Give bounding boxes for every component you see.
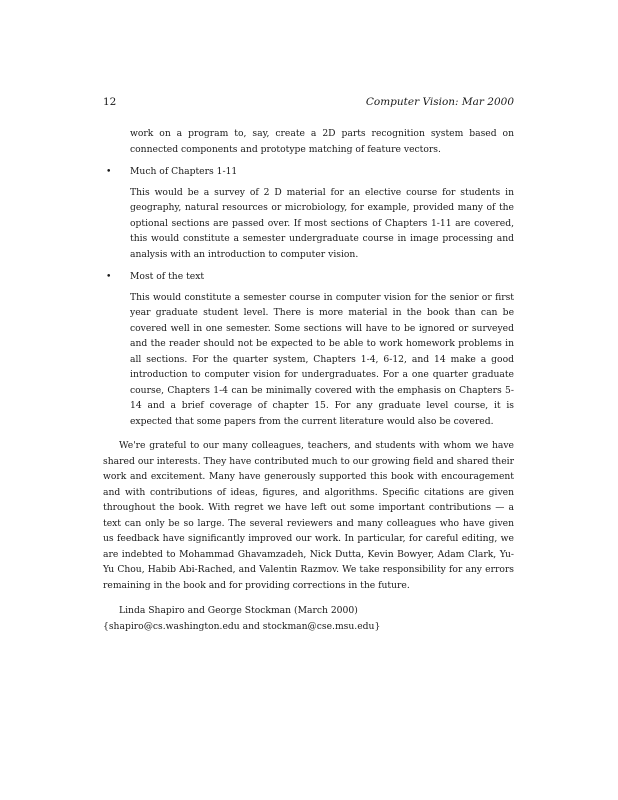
bullet-content — [130, 164, 514, 262]
page-number: 12 — [103, 96, 117, 108]
running-title: Computer Vision: Mar 2000 — [365, 96, 514, 108]
bullet-content — [130, 269, 514, 429]
bullet-heading: Much of Chapters 1-11 — [130, 166, 238, 177]
page-header — [103, 96, 514, 108]
bullet-description: This would be a survey of 2 D material for an elective course for students in geography, natural resources or microbiology, for example, provided many of the optional sections are passed over. If most sections of Chapters 1-11 are covered, this would constitute a semester undergraduate course in image processing and analysis with an introduction to computer vision. — [130, 186, 514, 260]
bullet-description: This would constitute a semester course in computer vision for the senior or first year graduate student level. There is more material in the book than can be covered well in one semester. Some sections will have to be ignored or surveyed and the reader should not be expected to be able to work homework problems in all sections. For the quarter system, Chapters 1-4, 6-12, and 14 make a good introduction to computer vision for undergraduates. For a one quarter graduate course, Chapters 1-4 can be minimally covered with the emphasis on Chapters 5-14 and a brief coverage of chapter 15. For any graduate level course, it is expected that some papers from the current literature would also be covered. — [130, 291, 514, 427]
bullet-heading: Most of the text — [130, 271, 205, 282]
bullet-item-most-of-text — [103, 269, 514, 429]
bullet-marker: • — [106, 271, 112, 282]
body-text — [103, 126, 514, 634]
continuation-paragraph: work on a program to, say, create a 2D parts recognition system based on connected components and prototype matching of feature vectors. — [130, 128, 514, 155]
signature-emails: {shapiro@cs.washington.edu and stockman@cse.msu.edu} — [103, 620, 381, 632]
signature-block — [103, 603, 514, 634]
bullet-marker: • — [106, 166, 112, 177]
acknowledgement-paragraph: We're grateful to our many colleagues, teachers, and students with whom we have shared our interests. They have contributed much to our growing field and shared their work and excitement. Many have generously supported this book with encouragement and with contributions of ideas, figures, and algorithms. Specific citations are given throughout the book. With regret we have left out some important contributions — a text can only be so large. The several reviewers and many colleagues who have given us feedback have significantly improved our work. In particular, for careful editing, we are indebted to Mohammad Ghavamzadeh, Nick Dutta, Kevin Bowyer, Adam Clark, Yu-Yu Chou, Habib Abi-Rached, and Valentin Razmov. We take responsibility for any errors remaining in the book and for providing corrections in the future. — [103, 440, 514, 591]
signature-names: Linda Shapiro and George Stockman (March 2000) — [119, 605, 358, 616]
bullet-item-chapters-1-11 — [103, 164, 514, 262]
